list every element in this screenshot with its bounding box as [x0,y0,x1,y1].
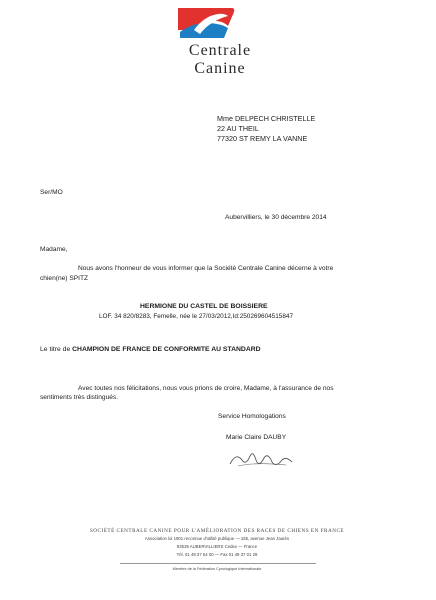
brand-name-line2: Canine [194,60,246,77]
greeting: Madame, [40,246,68,253]
footer-line5: Membre de la Fédération Cynologique Internationale [172,567,262,571]
footer-line2: Association loi 1901 reconnue d'utilité publique — 155, avenue Jean Jaurès [144,536,290,541]
service-name: Service Homologations [218,413,286,420]
dog-name: HERMIONE DU CASTEL DE BOISSIERE [140,303,268,310]
footer-org-line: SOCIÉTÉ CENTRALE CANINE POUR L'AMÉLIORATION DES RACES DE CHIENS EN FRANCE [89,528,345,534]
dog-head-logo-icon [172,4,242,44]
handwritten-signature [226,446,296,472]
footer-line3: 93535 AUBERVILLIERS Cedex — France [176,544,258,549]
dog-registration: LOF. 34 820/8283, Femelle, née le 27/03/2012,Id:250269604515847 [99,313,294,320]
brand-name-line1: Centrale [188,42,252,59]
recipient-city: 77320 ST REMY LA VANNE [217,134,308,143]
reference: Ser/MO [40,189,63,196]
signer-name: Marie Claire DAUBY [226,434,287,441]
date-line: Aubervilliers, le 30 décembre 2014 [225,214,327,221]
title-prefix: Le titre de [40,346,71,353]
recipient-street: 22 AU THEIL [217,124,259,133]
footer-line4: Tél. 01 49 37 54 00 — Fax 01 49 37 01 28 [176,552,258,557]
footer-divider [120,563,316,564]
recipient-name: Mme DELPECH CHRISTELLE [217,114,316,123]
title-line [40,346,261,353]
paragraph-line1: Nous avons l'honneur de vous informer que la Société Centrale Canine décerne à votre [78,265,334,272]
closing-line1: Avec toutes nos félicitations, nous vous prions de croire, Madame, à l'assurance de nos [78,385,334,392]
title-name: CHAMPION DE FRANCE DE CONFORMITE AU STANDARD [72,346,261,353]
closing-line2: sentiments très distingués. [40,394,119,401]
paragraph-line2: chien(ne) SPITZ [40,275,89,282]
